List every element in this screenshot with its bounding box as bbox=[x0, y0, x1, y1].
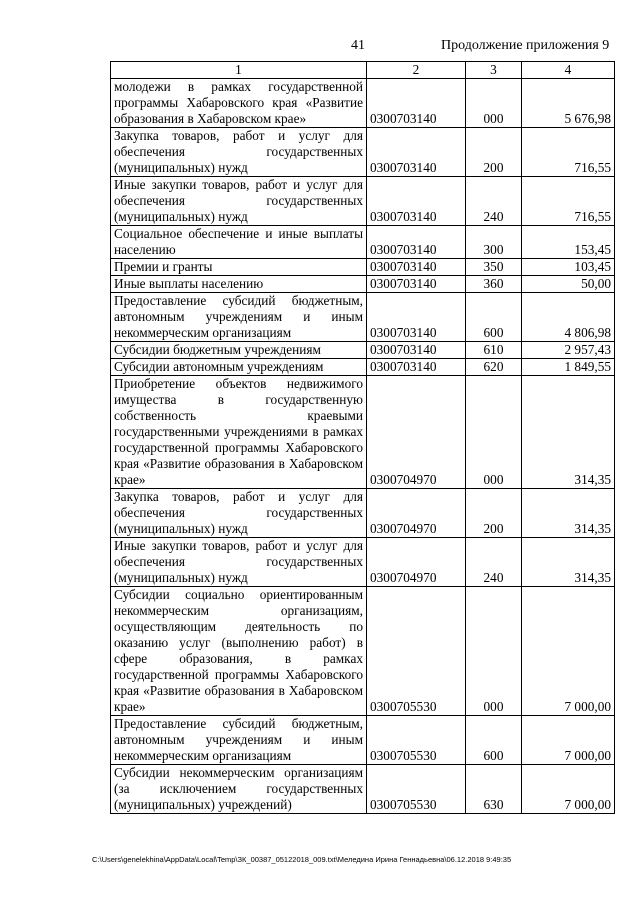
target-article-code: 0300704970 bbox=[367, 538, 466, 587]
row-name: Премии и гранты bbox=[111, 259, 367, 276]
expense-type-code: 600 bbox=[466, 716, 522, 765]
amount: 2 957,43 bbox=[522, 342, 615, 359]
amount: 1 849,55 bbox=[522, 359, 615, 376]
target-article-code: 0300703140 bbox=[367, 128, 466, 177]
table-body bbox=[111, 79, 615, 814]
target-article-code: 0300703140 bbox=[367, 359, 466, 376]
table-row bbox=[111, 259, 615, 276]
amount: 314,35 bbox=[522, 538, 615, 587]
table-row bbox=[111, 342, 615, 359]
target-article-code: 0300704970 bbox=[367, 376, 466, 489]
column-header-3: 3 bbox=[466, 62, 522, 79]
table-row bbox=[111, 716, 615, 765]
amount: 4 806,98 bbox=[522, 293, 615, 342]
target-article-code: 0300703140 bbox=[367, 276, 466, 293]
table-row bbox=[111, 128, 615, 177]
amount: 5 676,98 bbox=[522, 79, 615, 128]
table-header-row bbox=[111, 62, 615, 79]
expense-type-code: 610 bbox=[466, 342, 522, 359]
row-name: Иные выплаты населению bbox=[111, 276, 367, 293]
target-article-code: 0300705530 bbox=[367, 716, 466, 765]
expense-type-code: 360 bbox=[466, 276, 522, 293]
row-name: Иные закупки товаров, работ и услуг для обеспечения государственных (муниципальных) нужд bbox=[111, 538, 367, 587]
amount: 7 000,00 bbox=[522, 765, 615, 814]
continuation-label: Продолжение приложения 9 bbox=[441, 38, 610, 53]
row-name: Закупка товаров, работ и услуг для обеспечения государственных (муниципальных) нужд bbox=[111, 489, 367, 538]
row-name: Субсидии бюджетным учреждениям bbox=[111, 342, 367, 359]
table-row bbox=[111, 765, 615, 814]
row-name: молодежи в рамках государственной программы Хабаровского края «Развитие образования в Хабаровском крае» bbox=[111, 79, 367, 128]
row-name: Субсидии автономным учреждениям bbox=[111, 359, 367, 376]
target-article-code: 0300703140 bbox=[367, 342, 466, 359]
row-name: Предоставление субсидий бюджетным, автономным учреждениям и иным некоммерческим организациям bbox=[111, 716, 367, 765]
row-name: Субсидии социально ориентированным некоммерческим организациям, осуществляющим деятельность по оказанию услуг (выполнению работ) в сфере образования, в рамках государственной программы Хабаровского края «Развитие образования в Хабаровском крае» bbox=[111, 587, 367, 716]
budget-table bbox=[110, 61, 615, 814]
expense-type-code: 240 bbox=[466, 177, 522, 226]
amount: 50,00 bbox=[522, 276, 615, 293]
row-name: Иные закупки товаров, работ и услуг для обеспечения государственных (муниципальных) нужд bbox=[111, 177, 367, 226]
amount: 7 000,00 bbox=[522, 587, 615, 716]
table-row bbox=[111, 587, 615, 716]
column-header-1: 1 bbox=[111, 62, 367, 79]
amount: 716,55 bbox=[522, 128, 615, 177]
expense-type-code: 350 bbox=[466, 259, 522, 276]
target-article-code: 0300705530 bbox=[367, 587, 466, 716]
row-name: Предоставление субсидий бюджетным, автономным учреждениям и иным некоммерческим организациям bbox=[111, 293, 367, 342]
target-article-code: 0300703140 bbox=[367, 226, 466, 259]
expense-type-code: 000 bbox=[466, 376, 522, 489]
table-row bbox=[111, 276, 615, 293]
expense-type-code: 620 bbox=[466, 359, 522, 376]
file-path-footer: C:\Users\genelekhina\AppData\Local\Temp\ЗК_00387_05122018_009.txt\Меледина Ирина Геннадьевна\06.12.2018 9:49:35 bbox=[92, 855, 512, 864]
target-article-code: 0300703140 bbox=[367, 177, 466, 226]
amount: 103,45 bbox=[522, 259, 615, 276]
row-name: Социальное обеспечение и иные выплаты населению bbox=[111, 226, 367, 259]
target-article-code: 0300705530 bbox=[367, 765, 466, 814]
expense-type-code: 240 bbox=[466, 538, 522, 587]
expense-type-code: 200 bbox=[466, 489, 522, 538]
amount: 7 000,00 bbox=[522, 716, 615, 765]
expense-type-code: 300 bbox=[466, 226, 522, 259]
row-name: Субсидии некоммерческим организациям (за исключением государственных (муниципальных) учреждений) bbox=[111, 765, 367, 814]
page-number: 41 bbox=[351, 38, 365, 53]
expense-type-code: 600 bbox=[466, 293, 522, 342]
expense-type-code: 000 bbox=[466, 587, 522, 716]
amount: 153,45 bbox=[522, 226, 615, 259]
target-article-code: 0300704970 bbox=[367, 489, 466, 538]
row-name: Закупка товаров, работ и услуг для обеспечения государственных (муниципальных) нужд bbox=[111, 128, 367, 177]
table-row bbox=[111, 293, 615, 342]
expense-type-code: 000 bbox=[466, 79, 522, 128]
column-header-2: 2 bbox=[367, 62, 466, 79]
amount: 314,35 bbox=[522, 376, 615, 489]
target-article-code: 0300703140 bbox=[367, 79, 466, 128]
expense-type-code: 630 bbox=[466, 765, 522, 814]
row-name: Приобретение объектов недвижимого имущества в государственную собственность краевыми государственными учреждениями в рамках государственной программы Хабаровского края «Развитие образования в Хабаровском крае» bbox=[111, 376, 367, 489]
amount: 314,35 bbox=[522, 489, 615, 538]
table-row bbox=[111, 538, 615, 587]
expense-type-code: 200 bbox=[466, 128, 522, 177]
target-article-code: 0300703140 bbox=[367, 259, 466, 276]
table-row bbox=[111, 177, 615, 226]
amount: 716,55 bbox=[522, 177, 615, 226]
table-row bbox=[111, 79, 615, 128]
target-article-code: 0300703140 bbox=[367, 293, 466, 342]
column-header-4: 4 bbox=[522, 62, 615, 79]
table-row bbox=[111, 359, 615, 376]
table-row bbox=[111, 489, 615, 538]
table-row bbox=[111, 376, 615, 489]
table-row bbox=[111, 226, 615, 259]
